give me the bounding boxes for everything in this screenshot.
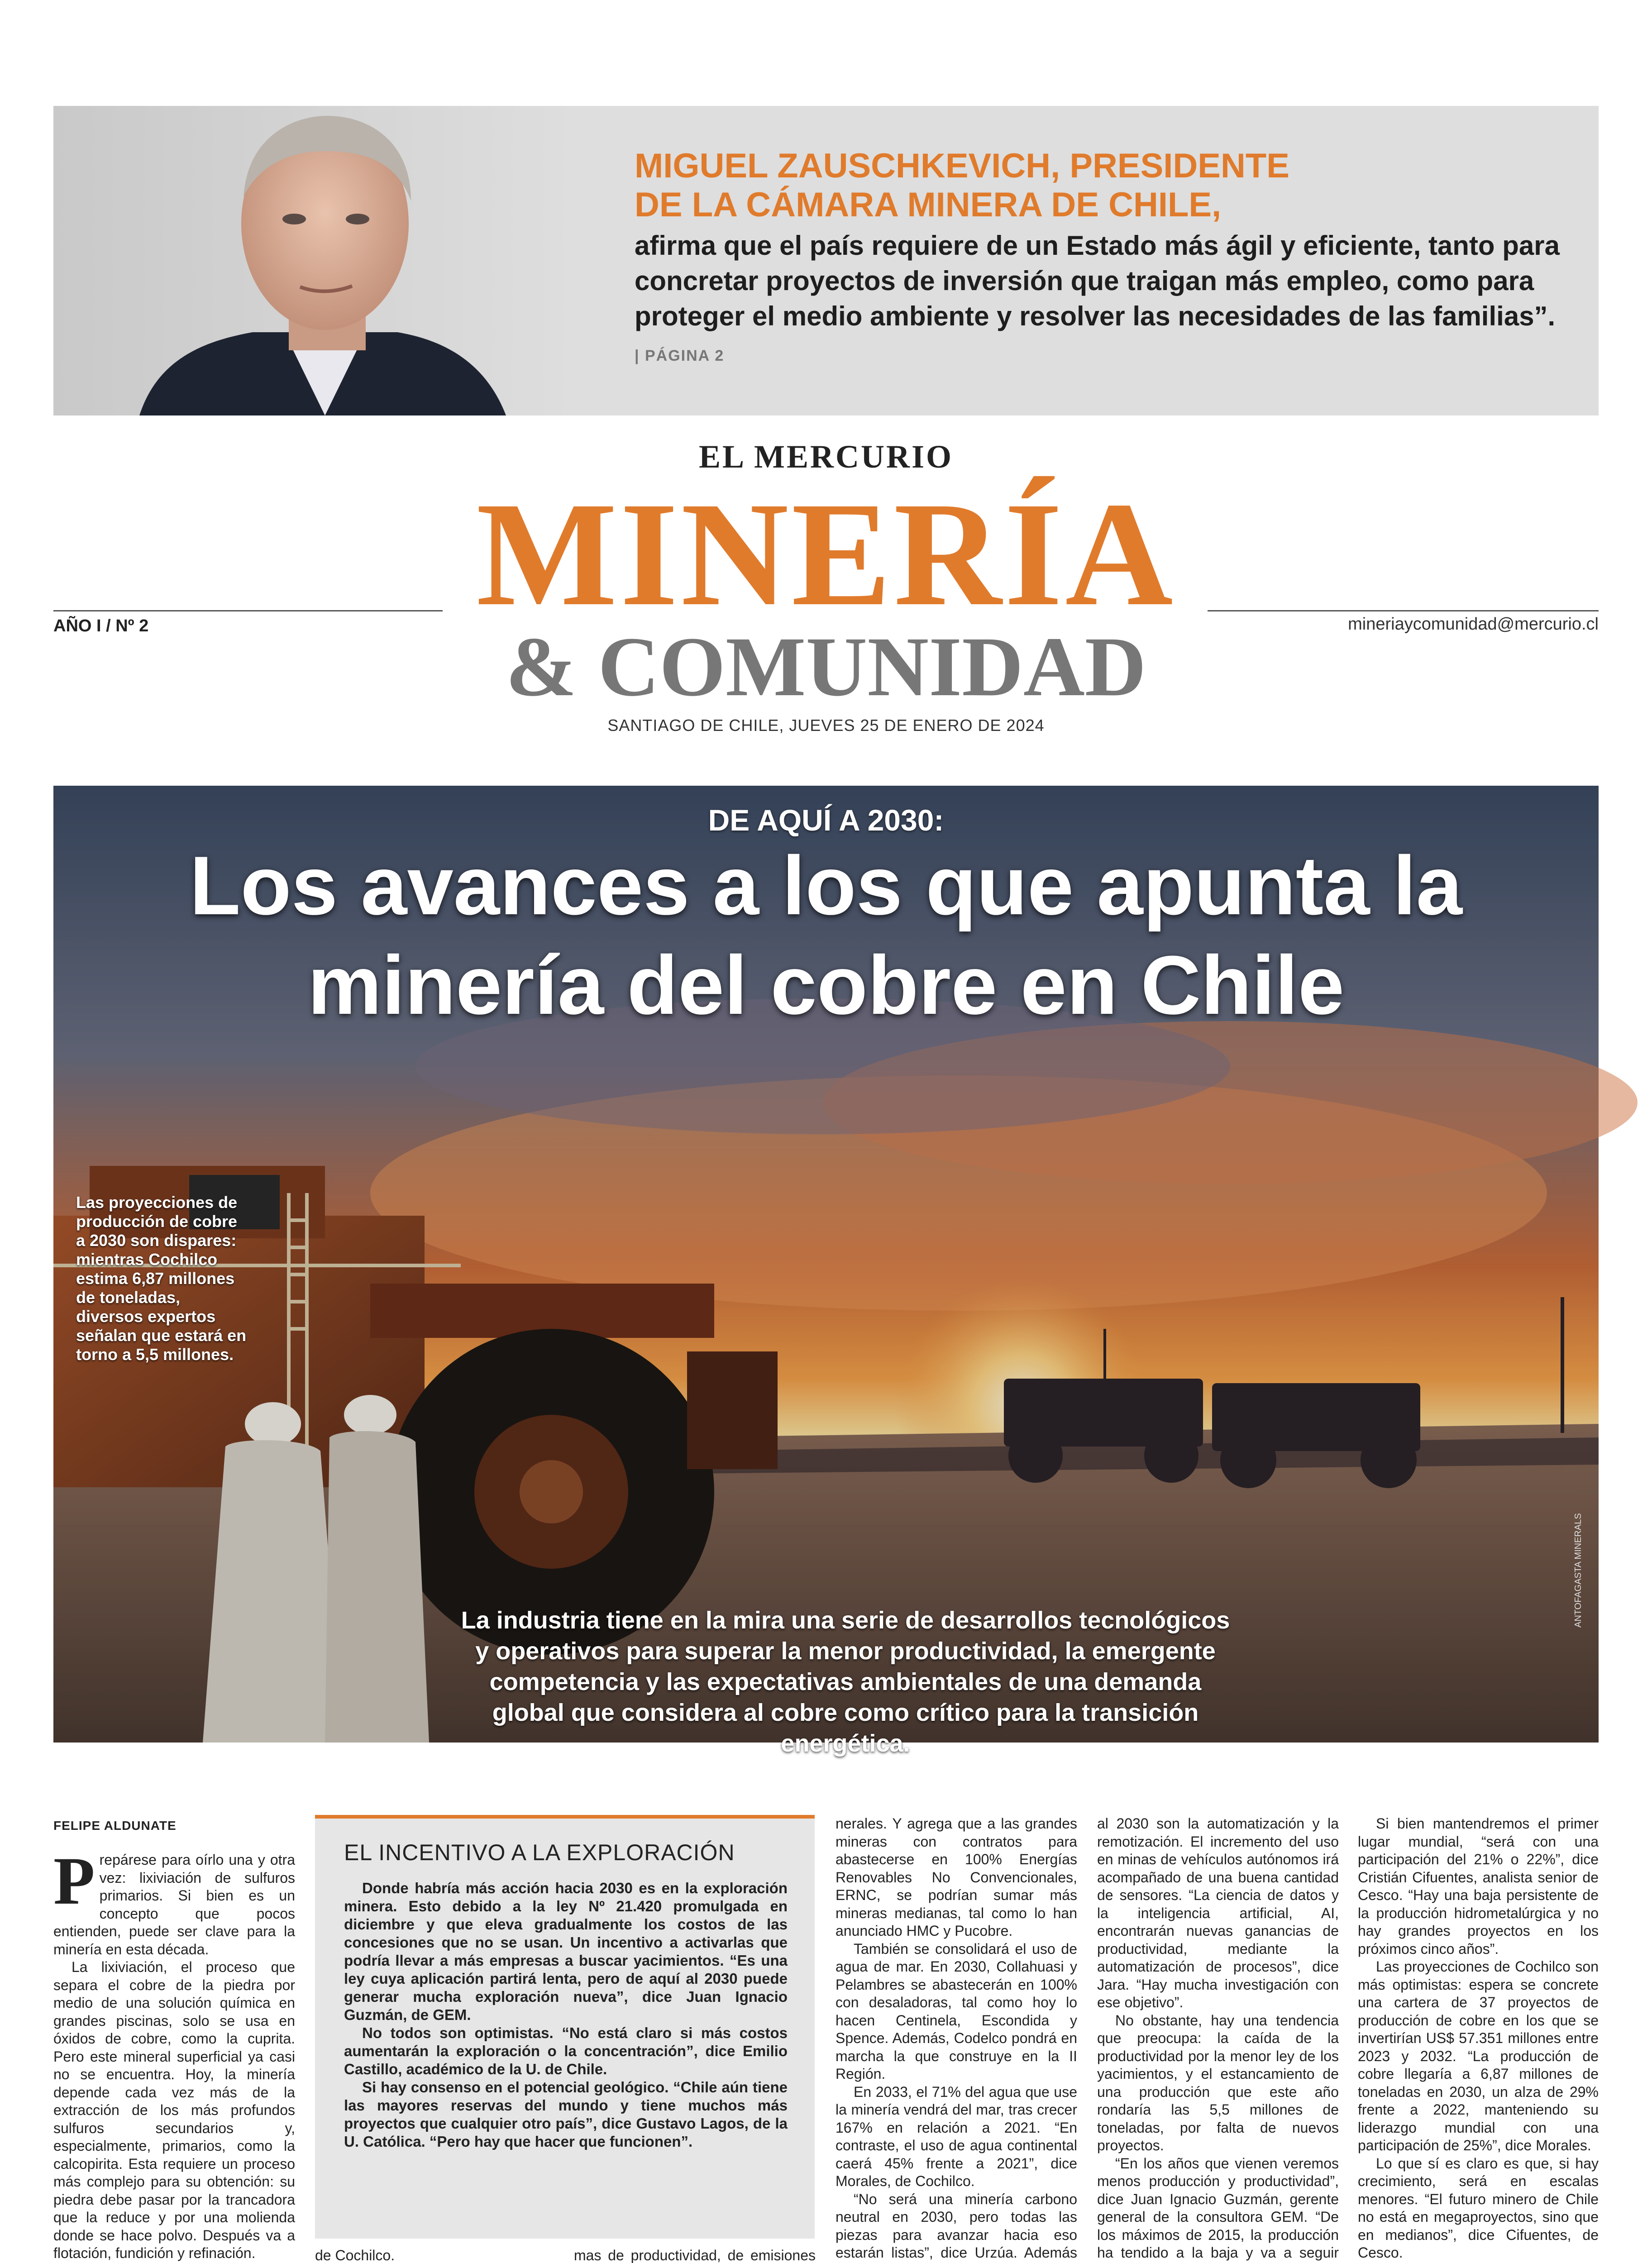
newspaper-name: EL MERCURIO [698, 439, 954, 475]
sidebar-box-paragraph: No todos son optimistas. “No está claro si más costos aumentarán la exploración o la concentración”, dice Emilio Castillo, académico de la U. de Chile. [344, 2024, 788, 2077]
paragraph-text: repárese para oírlo una y otra vez: lixiviación de sulfuros primarios. Si bien es un concepto que pocos entienden, puede ser clave para la minería en esta década. [53, 1852, 295, 1957]
masthead-title: MINERÍA [476, 472, 1176, 637]
article-column-3 [574, 2247, 816, 2263]
article-paragraph: Si bien mantendremos el primer lugar mundial, “será con una participación del 21% o 22%”, dice Cristián Cifuentes, analista senior de Cesco. “Hay una baja persistente de la producción hidrometalúrgica y no hay grandes proyectos en los próximos cinco años”. [1358, 1815, 1599, 1957]
article-paragraph: “En los años que vienen veremos menos producción y productividad”, dice Juan Ignacio Guzmán, gerente general de la consultora GEM. “De los máximos de 2015, la producción ha tendido a la baja y va a seguir [1097, 2155, 1339, 2261]
hero-deck: La industria tiene en la mira una serie de desarrollos tecnológicos y operativos para superar la menor productividad, la emergente competencia y las expectativas ambientales de una demanda global que considera al cobre como crítico para la transición energética. [461, 1607, 1230, 1757]
hero-kicker: DE AQUÍ A 2030: [708, 803, 944, 837]
top-teaser[interactable] [53, 106, 1599, 415]
teaser-name-line-2: DE LA CÁMARA MINERA DE CHILE, [635, 186, 1222, 224]
issue-number: AÑO I / Nº 2 [53, 616, 149, 635]
portrait-photo [53, 106, 578, 415]
byline: FELIPE ALDUNATE [53, 1819, 177, 1833]
drop-cap: P [53, 1843, 95, 1919]
teaser-name-line-1: MIGUEL ZAUSCHKEVICH, PRESIDENTE [635, 147, 1289, 185]
dateline: SANTIAGO DE CHILE, JUEVES 25 DE ENERO DE 2024 [607, 716, 1045, 735]
masthead-subtitle: & COMUNIDAD [506, 619, 1146, 714]
article-column-5 [1097, 1815, 1339, 2263]
teaser-name [635, 147, 1567, 224]
article-column-4 [836, 1815, 1077, 2263]
hero-side-note: Las proyecciones de producción de cobre a 2030 son dispares: mientras Cochilco estima 6,87 millones de toneladas, diversos expertos señalan que estará en torno a 5,5 millones. [76, 1193, 247, 1364]
teaser-text [635, 147, 1567, 373]
article-paragraph: Lo que sí es claro es que, si hay crecimiento, será en escalas menores. “El futuro minero de Chile no está en megaproyectos, sino que en medianos”, dice Cifuentes, de Cesco. [1358, 2155, 1599, 2261]
article-column-6 [1358, 1815, 1599, 2263]
article-paragraph: La lixiviación, el proceso que separa el cobre de la piedra por medio de una solución química en grandes piscinas, solo se usa en óxidos de cobre, como la cuprita. Pero este mineral superficial ya casi no se encuentra. Hoy, la minería depende cada vez más de la extracción de los más profundos sulfuros secundarios y, especialmente, primarios, como la calcopirita. Esta requiere un proceso más complejo para su obtención: su piedra debe pasar por la trancadora que la reduce y por una molienda donde se hace polvo. Después va a flotación, fundición y refinación. [53, 1959, 295, 2261]
masthead-rule-left [53, 610, 443, 611]
sidebar-box [315, 1815, 815, 2239]
article-paragraph: No obstante, hay una tendencia que preocupa: la caída de la productividad por la menor ley de los yacimientos, y el estancamiento de una producción que este año rondaría las 5,5 millones de toneladas, por falta de nuevos proyectos. [1097, 2012, 1339, 2153]
article-paragraph: nerales. Y agrega que a las grandes mineras con contratos para abastecerse en 100% Energías Renovables No Convencionales, ERNC, se podrían sumar más mineras medianas, tal como lo han anunciado HMC y Pucobre. [836, 1815, 1077, 1939]
sidebar-box-text [344, 1879, 788, 2151]
article-column-1 [53, 1843, 295, 2263]
teaser-quote [635, 228, 1567, 373]
hero-headline[interactable]: Los avances a los que apunta la minería del cobre en Chile [189, 839, 1463, 1031]
article-paragraph: mas de productividad, de emisiones [574, 2247, 816, 2263]
article-paragraph: Las proyecciones de Cochilco son más optimistas: espera se concrete una cartera de 37 proyectos de producción de cobre en los que se invertirían US$ 57.351 millones entre 2023 y 2032. “La producción de cobre llegaría a 6,87 millones de toneladas en 2030, un alza de 29% frente a 2022, manteniendo su liderazgo mundial con una participación de 25%”, dice Morales. [1358, 1958, 1599, 2153]
article-paragraph: al 2030 son la automatización y la remotización. El incremento del uso en minas de vehículos autónomos irá acompañado de una buena cantidad de sensores. “La ciencia de datos y la inteligencia artificial, AI, encontrarán nuevas ganancias de productividad, mediante la automatización de procesos”, dice Jara. “Hay mucha investigación con ese objetivo”. [1097, 1815, 1339, 2010]
article-paragraph: de Cochilco. [315, 2247, 395, 2263]
hero-story[interactable] [53, 786, 1599, 1757]
article-paragraph: “No será una minería carbono neutral en 2030, pero todas las piezas para avanzar hacia eso estarán listas”, dice Urzúa. Además [836, 2191, 1077, 2261]
article-paragraph: También se consolidará el uso de agua de mar. En 2030, Collahuasi y Pelambres se abastecerán en 100% con desaladoras, tal como hoy lo hacen Centinela, Escondida y Spence. Además, Codelco pondrá en marcha la que construye en la II Región. [836, 1940, 1077, 2082]
photo-credit: ANTOFAGASTA MINERALS [1573, 1513, 1583, 1628]
sidebar-box-paragraph: Donde habría más acción hacia 2030 es en la exploración minera. Esto debido a la ley Nº 21.420 promulgada en diciembre y que eleva gradualmente los costos de las concesiones que no se usan. Un incentivo a activarlas que podría llevar a más empresas a buscar yacimientos. “Es una ley cuya aplicación partirá lenta, pero de aquí al 2030 puede generar mucha exploración nueva”, dice Juan Ignacio Guzmán, de GEM. [344, 1880, 788, 2023]
article-paragraph [53, 1843, 295, 1958]
teaser-quote-text: afirma que el país requiere de un Estado más ágil y eficiente, tanto para concretar proyectos de inversión que traigan más empleo, como para proteger el medio ambiente y resolver las necesidades de las familias”. [635, 230, 1560, 331]
teaser-page-ref[interactable]: | PÁGINA 2 [635, 347, 725, 364]
sidebar-box-title: EL INCENTIVO A LA EXPLORACIÓN [344, 1840, 735, 1865]
article-column-2 [315, 2247, 551, 2263]
sidebar-box-paragraph: Si hay consenso en el potencial geológico. “Chile aún tiene las mayores reservas del mundo y tiene muchos más proyectos que cualquier otro país”, dice Gustavo Lagos, de la U. Católica. “Pero hay que hacer que funcionen”. [344, 2079, 788, 2150]
masthead-rule-right [1208, 610, 1599, 611]
article-paragraph: En 2033, el 71% del agua que use la minería vendrá del mar, tras crecer 167% en relación a 2021. “En contraste, el uso de agua continental caerá 45% frente a 2021”, dice Morales, de Cochilco. [836, 2083, 1077, 2189]
contact-email[interactable]: mineriaycomunidad@mercurio.cl [1348, 615, 1599, 634]
